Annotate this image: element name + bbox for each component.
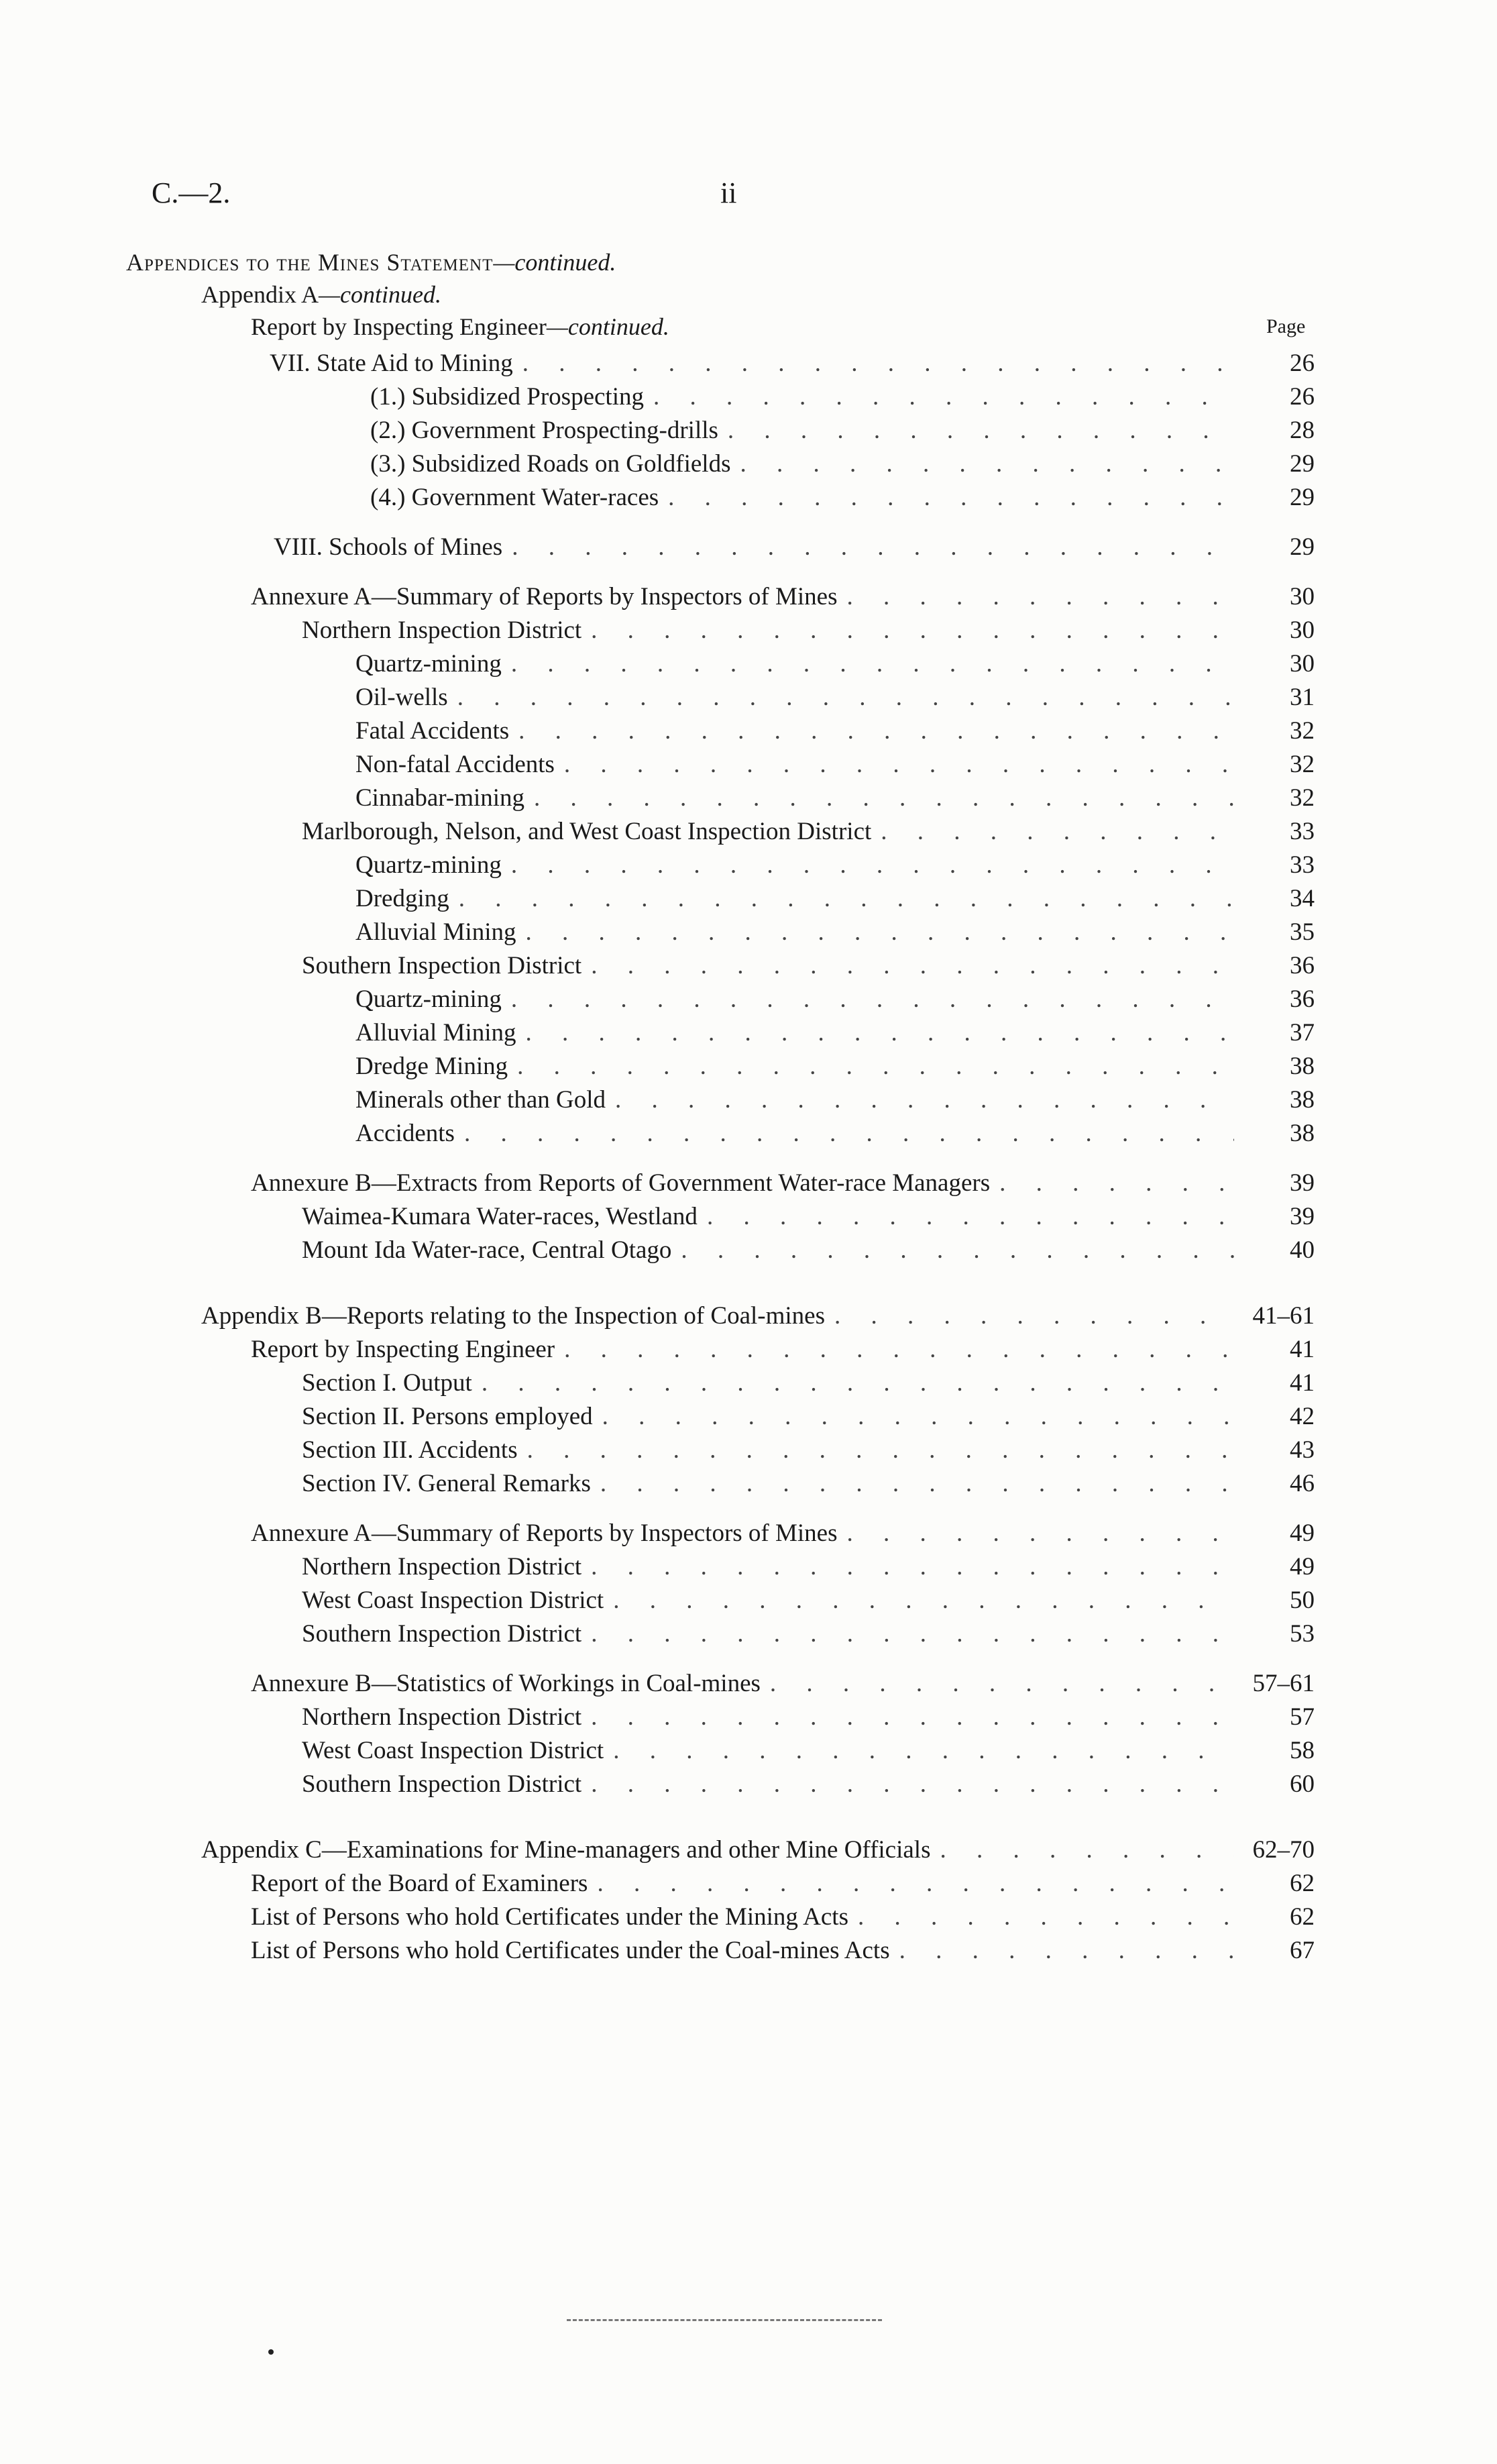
toc-entry-title: Accidents: [355, 1120, 455, 1147]
toc-entry: [302, 614, 1315, 647]
toc-entry-title: Oil-wells: [355, 684, 448, 711]
dot-leader: [602, 1401, 1234, 1433]
toc-entry-page: 33: [1290, 851, 1315, 879]
toc-entry: [370, 381, 1315, 413]
toc-entry-page: 32: [1290, 784, 1315, 812]
dot-leader: [600, 1468, 1234, 1500]
toc-entry-title: Northern Inspection District: [302, 1703, 582, 1731]
toc-entry: [355, 1051, 1315, 1083]
toc-entry-title: Southern Inspection District: [302, 952, 582, 979]
dot-leader: [740, 448, 1234, 480]
dot-leader: [847, 581, 1234, 613]
toc-entry: [302, 1768, 1315, 1801]
toc-entry-title: (4.) Government Water-races: [370, 484, 659, 511]
toc-entry-page: 29: [1290, 484, 1315, 511]
toc-entry: [251, 1167, 1315, 1199]
dot-leader: [591, 614, 1234, 647]
toc-entry-page: 49: [1290, 1519, 1315, 1547]
report-heading-continued: —continued.: [546, 313, 669, 340]
toc-entry-title: List of Persons who hold Certificates under the Coal-mines Acts: [251, 1937, 890, 1964]
appendix-a-heading: [201, 280, 441, 309]
dot-leader: [668, 482, 1234, 514]
toc-entry-page: 43: [1290, 1436, 1315, 1464]
toc-entry: [302, 1551, 1315, 1583]
toc-entry: [355, 648, 1315, 680]
toc-entry: [251, 1868, 1315, 1900]
toc-entry-title: Annexure B—Extracts from Reports of Government Water-race Managers: [251, 1169, 991, 1197]
toc-entry: [302, 1735, 1315, 1767]
toc-entry: [251, 1334, 1315, 1366]
toc-entry-title: Non-fatal Accidents: [355, 751, 555, 778]
toc-entry-page: 28: [1290, 417, 1315, 444]
toc-entry-page: 38: [1290, 1120, 1315, 1147]
toc-entry: [370, 482, 1315, 514]
toc-entry: [302, 816, 1315, 848]
appendices-heading: [126, 248, 616, 276]
toc-entry-title: Southern Inspection District: [302, 1770, 582, 1798]
dot-leader: [834, 1300, 1234, 1332]
dot-leader: [512, 531, 1234, 564]
dot-leader: [707, 1201, 1234, 1233]
closing-rule: [567, 2319, 882, 2321]
toc-entry-title: VII. State Aid to Mining: [270, 350, 513, 377]
toc-entry-page: 46: [1290, 1470, 1315, 1497]
toc-entry-title: Section III. Accidents: [302, 1436, 518, 1464]
toc-entry-title: Quartz-mining: [355, 985, 502, 1013]
dot-leader: [457, 682, 1234, 714]
dot-leader: [525, 1017, 1234, 1049]
appendices-heading-text: Appendices to the Mines Statement: [126, 249, 494, 276]
toc-entry-page: 58: [1290, 1737, 1315, 1764]
toc-entry-title: Mount Ida Water-race, Central Otago: [302, 1236, 672, 1264]
toc-entry-title: Report by Inspecting Engineer: [251, 1336, 555, 1363]
toc-entry: [355, 883, 1315, 915]
toc-entry-page: 38: [1290, 1053, 1315, 1080]
toc-entry-title: Cinnabar-mining: [355, 784, 525, 812]
dot-leader: [847, 1517, 1234, 1550]
toc-entry-title: Section IV. General Remarks: [302, 1470, 591, 1497]
page-number: ii: [720, 176, 737, 209]
toc-entry: [251, 581, 1315, 613]
toc-entry-page: 38: [1290, 1086, 1315, 1114]
toc-entry: [355, 682, 1315, 714]
toc-entry: [370, 415, 1315, 447]
toc-entry: [302, 1234, 1315, 1267]
toc-entry-title: Minerals other than Gold: [355, 1086, 606, 1114]
print-speck: [268, 2349, 274, 2355]
toc-entry-page: 35: [1290, 918, 1315, 946]
toc-entry: [302, 1434, 1315, 1466]
toc-entry-title: Quartz-mining: [355, 650, 502, 678]
toc-entry: [355, 782, 1315, 814]
toc-entry: [302, 1701, 1315, 1733]
toc-entry: [355, 1084, 1315, 1116]
dot-leader: [511, 983, 1234, 1016]
toc-entry: [302, 1401, 1315, 1433]
toc-entry-title: Northern Inspection District: [302, 617, 582, 644]
toc-entry-page: 36: [1290, 952, 1315, 979]
toc-entry-page: 33: [1290, 818, 1315, 845]
toc-entry-title: Southern Inspection District: [302, 1620, 582, 1648]
toc-entry-title: Appendix C—Examinations for Mine-managers and other Mine Officials: [201, 1836, 931, 1864]
dot-leader: [770, 1668, 1234, 1700]
toc-entry: [201, 1300, 1315, 1332]
toc-entry: [355, 849, 1315, 881]
dot-leader: [591, 1551, 1234, 1583]
toc-entry-page: 57–61: [1252, 1670, 1315, 1697]
toc-entry-page: 26: [1290, 383, 1315, 411]
dot-leader: [564, 1334, 1234, 1366]
toc-entry-title: Section I. Output: [302, 1369, 472, 1397]
dot-leader: [534, 782, 1234, 814]
dot-leader: [511, 849, 1234, 881]
toc-entry-page: 32: [1290, 751, 1315, 778]
toc-entry: [302, 1201, 1315, 1233]
toc-entry-page: 62: [1290, 1903, 1315, 1931]
dot-leader: [899, 1935, 1234, 1967]
toc-entry: [370, 448, 1315, 480]
dot-leader: [597, 1868, 1234, 1900]
toc-entry-page: 36: [1290, 985, 1315, 1013]
toc-entry: [355, 1118, 1315, 1150]
dot-leader: [525, 916, 1234, 949]
toc-entry-page: 41: [1290, 1336, 1315, 1363]
toc-entry: [270, 347, 1315, 380]
dot-leader: [591, 950, 1234, 982]
toc-entry-title: (2.) Government Prospecting-drills: [370, 417, 718, 444]
dot-leader: [482, 1367, 1234, 1399]
dot-leader: [728, 415, 1234, 447]
toc-entry: [302, 1585, 1315, 1617]
page-code: C.—2.: [152, 176, 231, 209]
toc-entry-page: 26: [1290, 350, 1315, 377]
toc-entry-title: West Coast Inspection District: [302, 1587, 604, 1614]
toc-entry-page: 67: [1290, 1937, 1315, 1964]
toc-entry: [302, 1367, 1315, 1399]
dot-leader: [518, 715, 1234, 747]
toc-entry-title: Annexure B—Statistics of Workings in Coal-mines: [251, 1670, 761, 1697]
toc-entry: [251, 1901, 1315, 1933]
toc-entry-page: 60: [1290, 1770, 1315, 1798]
dot-leader: [464, 1118, 1234, 1150]
toc-entry-page: 39: [1290, 1169, 1315, 1197]
toc-entry-page: 41: [1290, 1369, 1315, 1397]
dot-leader: [517, 1051, 1234, 1083]
page-column-label: Page: [1266, 315, 1306, 337]
dot-leader: [653, 381, 1234, 413]
toc-entry-title: Alluvial Mining: [355, 918, 516, 946]
toc-entry-page: 62–70: [1252, 1836, 1315, 1864]
toc-entry-title: VIII. Schools of Mines: [274, 533, 503, 561]
dot-leader: [613, 1585, 1234, 1617]
toc-entry-page: 40: [1290, 1236, 1315, 1264]
toc-entry-page: 37: [1290, 1019, 1315, 1047]
toc-entry: [302, 1618, 1315, 1650]
toc-entry-title: Annexure A—Summary of Reports by Inspectors of Mines: [251, 583, 838, 610]
dot-leader: [681, 1234, 1234, 1267]
toc-entry: [355, 916, 1315, 949]
toc-entry: [201, 1834, 1315, 1866]
toc-entry-page: 30: [1290, 583, 1315, 610]
toc-entry-title: (3.) Subsidized Roads on Goldfields: [370, 450, 731, 478]
toc-entry-title: Northern Inspection District: [302, 1553, 582, 1581]
toc-entry: [251, 1935, 1315, 1967]
dot-leader: [591, 1768, 1234, 1801]
toc-entry-title: Dredge Mining: [355, 1053, 508, 1080]
toc-entry-page: 41–61: [1252, 1302, 1315, 1330]
appendix-a-heading-text: Appendix A: [201, 281, 319, 308]
toc-entry: [302, 1468, 1315, 1500]
toc-entry-title: Marlborough, Nelson, and West Coast Inspection District: [302, 818, 872, 845]
dot-leader: [613, 1735, 1234, 1767]
dot-leader: [522, 347, 1234, 380]
toc-entry: [355, 1017, 1315, 1049]
toc-entry-title: (1.) Subsidized Prospecting: [370, 383, 644, 411]
dot-leader: [564, 749, 1234, 781]
toc-entry-title: Report of the Board of Examiners: [251, 1870, 588, 1897]
toc-entry-title: Quartz-mining: [355, 851, 502, 879]
report-heading: [251, 313, 669, 341]
toc-entry-page: 31: [1290, 684, 1315, 711]
toc-entry-page: 29: [1290, 533, 1315, 561]
dot-leader: [459, 883, 1234, 915]
dot-leader: [591, 1701, 1234, 1733]
toc-entry: [355, 715, 1315, 747]
toc-entry: [251, 1517, 1315, 1550]
toc-entry-page: 29: [1290, 450, 1315, 478]
toc-entry-page: 62: [1290, 1870, 1315, 1897]
toc-entry-title: Fatal Accidents: [355, 717, 510, 745]
dot-leader: [527, 1434, 1234, 1466]
dot-leader: [858, 1901, 1234, 1933]
dot-leader: [591, 1618, 1234, 1650]
toc-entry-page: 57: [1290, 1703, 1315, 1731]
toc-entry-page: 34: [1290, 885, 1315, 912]
toc-entry-page: 32: [1290, 717, 1315, 745]
toc-entry: [355, 983, 1315, 1016]
toc-entry-page: 30: [1290, 617, 1315, 644]
toc-entry-page: 50: [1290, 1587, 1315, 1614]
toc-entry-title: West Coast Inspection District: [302, 1737, 604, 1764]
dot-leader: [999, 1167, 1234, 1199]
toc-entry-title: Dredging: [355, 885, 449, 912]
toc-entry-title: Section II. Persons employed: [302, 1403, 593, 1430]
toc-entry-title: Waimea-Kumara Water-races, Westland: [302, 1203, 698, 1230]
toc-entry-title: Annexure A—Summary of Reports by Inspectors of Mines: [251, 1519, 838, 1547]
dot-leader: [615, 1084, 1234, 1116]
toc-entry-page: 53: [1290, 1620, 1315, 1648]
appendices-heading-continued: —continued.: [493, 249, 616, 276]
dot-leader: [881, 816, 1234, 848]
toc-entry-title: List of Persons who hold Certificates under the Mining Acts: [251, 1903, 848, 1931]
toc-entry-page: 49: [1290, 1553, 1315, 1581]
toc-entry-title: Appendix B—Reports relating to the Inspection of Coal-mines: [201, 1302, 825, 1330]
toc-entry: [355, 749, 1315, 781]
toc-entry-page: 39: [1290, 1203, 1315, 1230]
toc-entry-page: 42: [1290, 1403, 1315, 1430]
toc-entry: [302, 950, 1315, 982]
toc-entry: [251, 1668, 1315, 1700]
report-heading-text: Report by Inspecting Engineer: [251, 313, 547, 340]
appendix-a-heading-continued: —continued.: [319, 281, 441, 308]
dot-leader: [940, 1834, 1234, 1866]
toc-entry-page: 30: [1290, 650, 1315, 678]
toc-entry: [274, 531, 1315, 564]
dot-leader: [511, 648, 1234, 680]
toc-entry-title: Alluvial Mining: [355, 1019, 516, 1047]
